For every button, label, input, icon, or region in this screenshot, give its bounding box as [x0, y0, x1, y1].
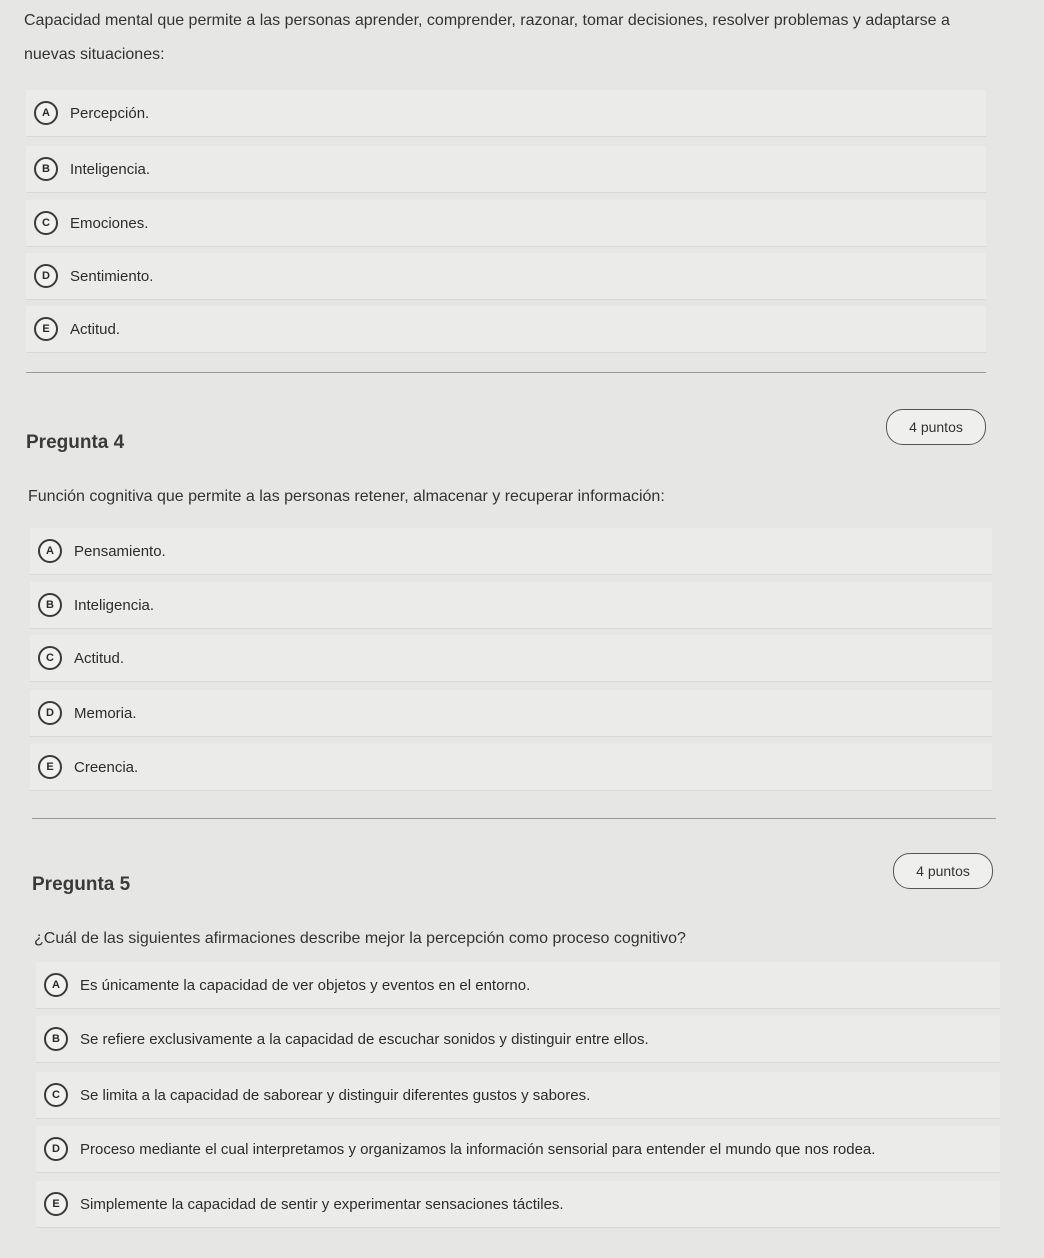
option-text: Simplemente la capacidad de sentir y experimentar sensaciones táctiles.: [80, 1195, 564, 1213]
option-letter-d: D: [34, 264, 58, 288]
option-text: Se limita a la capacidad de saborear y distinguir diferentes gustos y sabores.: [80, 1086, 591, 1104]
section-divider: [32, 818, 996, 819]
q3-option-e[interactable]: [26, 306, 986, 353]
option-text: Actitud.: [74, 649, 125, 667]
option-letter-a: A: [38, 539, 62, 563]
q3-option-b[interactable]: [26, 146, 986, 193]
q4-option-a[interactable]: [30, 528, 992, 575]
option-letter-c: C: [38, 646, 62, 670]
question-4-title: Pregunta 4: [26, 432, 125, 453]
option-text: Creencia.: [74, 758, 139, 776]
question-5-points-badge: 4 puntos: [893, 853, 993, 889]
question-4-stem: Función cognitiva que permite a las personas retener, almacenar y recuperar información:: [28, 488, 665, 505]
option-text: Se refiere exclusivamente a la capacidad de escuchar sonidos y distinguir entre ellos.: [80, 1030, 649, 1048]
q3-option-c[interactable]: [26, 200, 986, 247]
option-letter-b: B: [34, 157, 58, 181]
question-3-stem-line-1: Capacidad mental que permite a las personas aprender, comprender, razonar, tomar decisiones, resolver problemas y adaptarse a: [24, 12, 950, 29]
section-divider: [26, 372, 986, 373]
option-letter-a: A: [34, 101, 58, 125]
option-text: Pensamiento.: [74, 542, 166, 560]
option-letter-b: B: [38, 593, 62, 617]
option-text: Sentimiento.: [70, 267, 154, 285]
option-letter-a: A: [44, 973, 68, 997]
option-letter-d: D: [44, 1137, 68, 1161]
q5-option-c[interactable]: [36, 1072, 1000, 1119]
question-5-stem: ¿Cuál de las siguientes afirmaciones describe mejor la percepción como proceso cognitivo?: [34, 930, 686, 947]
q4-option-c[interactable]: [30, 635, 992, 682]
option-text: Proceso mediante el cual interpretamos y organizamos la información sensorial para entender el mundo que nos rodea.: [80, 1140, 876, 1158]
q3-option-d[interactable]: [26, 253, 986, 300]
q4-option-d[interactable]: [30, 690, 992, 737]
option-letter-d: D: [38, 701, 62, 725]
q5-option-a[interactable]: [36, 962, 1000, 1009]
option-letter-e: E: [44, 1192, 68, 1216]
option-letter-c: C: [44, 1083, 68, 1107]
option-text: Memoria.: [74, 704, 137, 722]
option-text: Emociones.: [70, 214, 149, 232]
q4-option-e[interactable]: [30, 744, 992, 791]
option-text: Inteligencia.: [74, 596, 155, 614]
question-3-stem-line-2: nuevas situaciones:: [24, 46, 165, 63]
question-5-title: Pregunta 5: [32, 874, 131, 895]
option-text: Inteligencia.: [70, 160, 151, 178]
option-text: Actitud.: [70, 320, 121, 338]
q5-option-e[interactable]: [36, 1181, 1000, 1228]
option-letter-c: C: [34, 211, 58, 235]
q3-option-a[interactable]: [26, 90, 986, 137]
q5-option-d[interactable]: [36, 1126, 1000, 1173]
option-text: Es únicamente la capacidad de ver objetos y eventos en el entorno.: [80, 976, 531, 994]
q4-option-b[interactable]: [30, 582, 992, 629]
option-text: Percepción.: [70, 104, 150, 122]
option-letter-e: E: [34, 317, 58, 341]
question-3-stem: [24, 8, 1024, 68]
question-4-points-badge: 4 puntos: [886, 409, 986, 445]
option-letter-b: B: [44, 1027, 68, 1051]
q5-option-b[interactable]: [36, 1016, 1000, 1063]
option-letter-e: E: [38, 755, 62, 779]
